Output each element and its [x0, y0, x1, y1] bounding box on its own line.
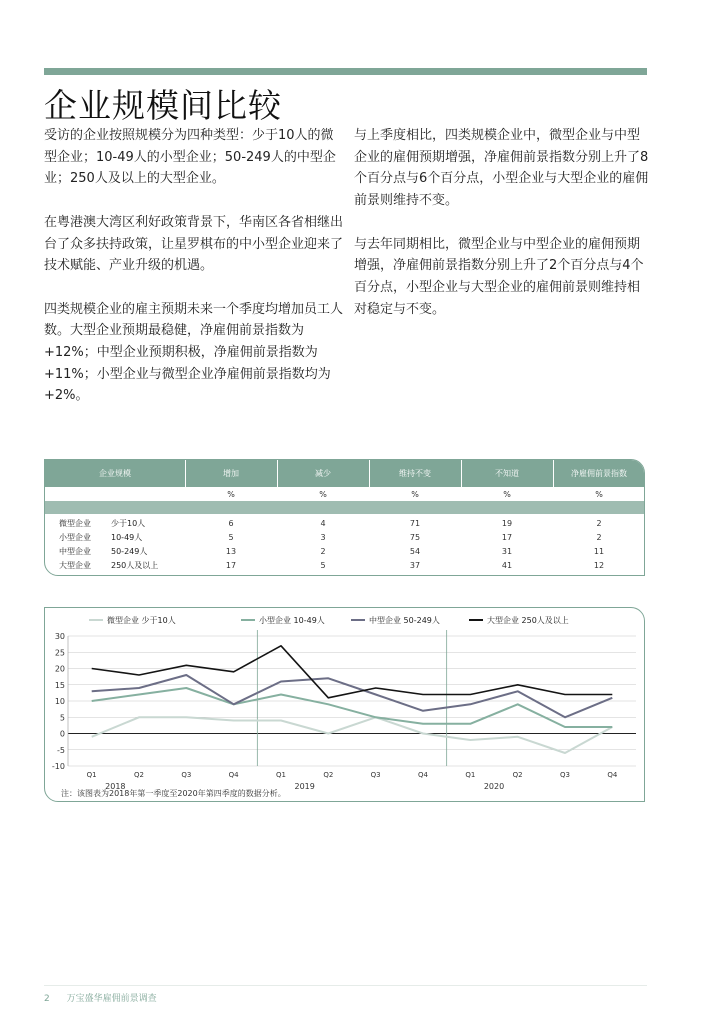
table-cell: 2 — [320, 547, 326, 556]
unit-label: % — [227, 490, 235, 499]
paragraph: 在粤港澳大湾区利好政策背景下，华南区各省相继出台了众多扶持政策，让星罗棋布的中小型企业迎来了技术赋能、产业升级的机遇。 — [44, 214, 344, 274]
page-number: 2 — [44, 994, 50, 1004]
table-cell: 54 — [409, 547, 421, 556]
table-cell: 12 — [593, 561, 605, 570]
x-tick-label: Q3 — [560, 771, 570, 779]
y-tick-label: 20 — [54, 664, 65, 674]
table-cell: 71 — [409, 519, 421, 528]
header-no-change: 维持不变 — [399, 469, 431, 478]
y-tick-label: 30 — [54, 632, 65, 641]
header-dont-know: 不知道 — [495, 469, 519, 478]
table-cell: 5 — [320, 561, 326, 570]
row-type: 大型企业 — [59, 561, 91, 570]
table-cell: 31 — [501, 547, 513, 556]
year-label: 2019 — [294, 782, 315, 791]
paragraph: 与上季度相比，四类规模企业中，微型企业与中型企业的雇佣预期增强，净雇佣前景指数分别上升了8个百分点与6个百分点，小型企业与大型企业的雇佣前景则维持不变。 — [354, 128, 649, 209]
table-cell: 13 — [225, 547, 237, 556]
unit-label: % — [411, 490, 419, 499]
table-cell: 19 — [501, 519, 513, 528]
header-net-outlook: 净雇佣前景指数 — [571, 469, 627, 478]
table-cell: 4 — [320, 519, 326, 528]
y-tick-label: 0 — [59, 729, 65, 739]
table-cell: 17 — [501, 533, 513, 542]
table-cell: 41 — [501, 561, 513, 570]
y-tick-label: 5 — [59, 713, 65, 723]
legend-label: 大型企业 250人及以上 — [487, 616, 569, 625]
y-tick-label: -10 — [51, 762, 65, 771]
x-tick-label: Q2 — [512, 771, 523, 779]
x-tick-label: Q2 — [323, 771, 334, 779]
row-type: 小型企业 — [59, 533, 91, 542]
page-title: 企业规模间比较 — [44, 86, 282, 125]
line-chart — [45, 608, 643, 800]
table-cell: 3 — [320, 533, 326, 542]
right-text-column — [354, 125, 649, 342]
row-type: 中型企业 — [59, 547, 91, 556]
x-tick-label: Q1 — [465, 771, 476, 779]
table-cell: 6 — [228, 519, 234, 528]
x-tick-label: Q4 — [607, 771, 618, 779]
chart-note: 注：该图表为2018年第一季度至2020年第四季度的数据分析。 — [61, 789, 286, 798]
paragraph: 受访的企业按照规模分为四种类型：少于10人的微型企业；10-49人的小型企业；50-249人的中型企业；250人及以上的大型企业。 — [44, 128, 336, 187]
table-cell: 5 — [228, 533, 234, 542]
y-tick-label: -5 — [57, 745, 65, 755]
table-cell: 2 — [596, 533, 602, 542]
y-tick-label: 25 — [54, 648, 65, 658]
table-cell: 37 — [409, 561, 421, 570]
table-row-label — [59, 545, 148, 558]
series-line — [92, 688, 613, 727]
table-cell: 11 — [593, 547, 605, 556]
left-text-column — [44, 125, 344, 429]
row-size: 10-49人 — [111, 533, 143, 542]
header-company-size: 企业规模 — [99, 469, 131, 478]
line-chart-frame — [44, 607, 645, 802]
x-tick-label: Q4 — [228, 771, 239, 779]
table-row-label — [59, 559, 159, 572]
year-label: 2018 — [105, 782, 126, 791]
row-size: 少于10人 — [111, 519, 146, 528]
unit-label: % — [595, 490, 603, 499]
company-size-table — [44, 459, 645, 576]
unit-label: % — [503, 490, 511, 499]
table-cell: 2 — [596, 519, 602, 528]
table-cell: 17 — [225, 561, 237, 570]
footer-divider — [44, 985, 647, 986]
page-footer — [44, 991, 157, 1004]
paragraph: 与去年同期相比，微型企业与中型企业的雇佣预期增强，净雇佣前景指数分别上升了2个百分点与4个百分点，小型企业与大型企业的雇佣前景则维持相对稳定与不变。 — [354, 236, 644, 317]
legend-label: 小型企业 10-49人 — [259, 616, 325, 625]
publication-name: 万宝盛华雇佣前景调查 — [66, 994, 157, 1004]
unit-label: % — [319, 490, 327, 499]
legend-label: 微型企业 少于10人 — [107, 616, 176, 625]
year-label: 2020 — [483, 782, 505, 791]
x-tick-label: Q1 — [86, 771, 97, 779]
table-divider-band — [45, 501, 644, 514]
y-tick-label: 10 — [54, 697, 65, 706]
x-tick-label: Q3 — [181, 771, 192, 779]
x-tick-label: Q1 — [276, 771, 286, 779]
x-tick-label: Q3 — [370, 771, 381, 779]
row-type: 微型企业 — [59, 519, 91, 528]
paragraph: 四类规模企业的雇主预期未来一个季度均增加员工人数。大型企业预期最稳健，净雇佣前景指数为+12%；中型企业预期积极，净雇佣前景指数为+11%；小型企业与微型企业净雇佣前景指数均为+2%。 — [44, 301, 344, 404]
series-line — [92, 717, 613, 753]
header-increase: 增加 — [223, 469, 239, 478]
table-row-label — [59, 517, 146, 530]
table-cell: 75 — [409, 533, 421, 542]
header-decrease: 减少 — [315, 469, 331, 478]
row-size: 50-249人 — [111, 547, 148, 556]
top-accent-bar — [44, 68, 647, 75]
table-row-label — [59, 531, 143, 544]
y-tick-label: 15 — [54, 680, 65, 690]
row-size: 250人及以上 — [111, 561, 159, 570]
legend-label: 中型企业 50-249人 — [369, 616, 440, 625]
x-tick-label: Q4 — [418, 771, 428, 779]
x-tick-label: Q2 — [134, 771, 144, 779]
